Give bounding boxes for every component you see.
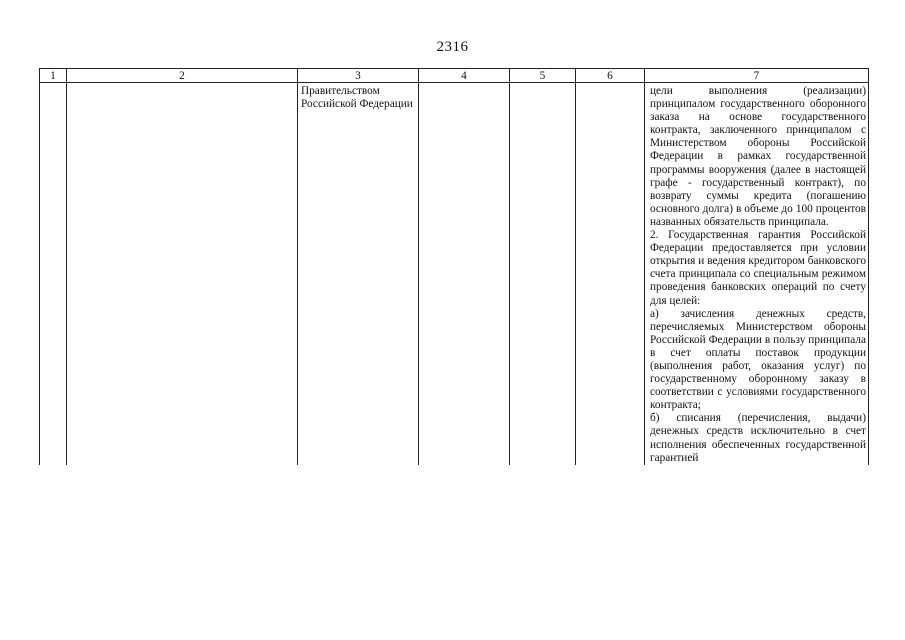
column-header-3: 3 <box>298 69 419 83</box>
cell-col-3 <box>298 83 419 465</box>
approver-text: Правительством Российской Федерации <box>301 85 413 111</box>
column-header-7: 7 <box>645 69 869 83</box>
paragraph-item-a: а) зачисления денежных средств, перечисляемых Министерством обороны Российской Федерации в пользу принципала в счет оплаты поставок продукции (выполнения работ, оказания услуг) по государственному оборонному заказу в соответствии с условиями государственного контракта; <box>650 307 866 412</box>
cell-col-1 <box>40 83 67 465</box>
cell-col-4 <box>419 83 510 465</box>
cell-col-2 <box>67 83 298 465</box>
paragraph-item-2: 2. Государственная гарантия Российской Федерации предоставляется при условии открытия и ведения кредитором банковского счета принципала со специальным режимом проведения банковских операций по счету для целей: <box>650 229 866 307</box>
document-table-container <box>39 68 868 465</box>
page-number: 2316 <box>436 39 469 55</box>
column-header-2: 2 <box>67 69 298 83</box>
document-table <box>39 68 869 465</box>
cell-col-7 <box>645 83 869 465</box>
cell-col-5 <box>510 83 576 465</box>
column-header-4: 4 <box>419 69 510 83</box>
paragraph-item-b: б) списания (перечисления, выдачи) денежных средств исключительно в счет исполнения обеспеченных государственной гарантией <box>650 412 866 464</box>
column-header-6: 6 <box>576 69 645 83</box>
cell-col-6 <box>576 83 645 465</box>
column-header-5: 5 <box>510 69 576 83</box>
column-header-1: 1 <box>40 69 67 83</box>
table-row <box>40 83 869 465</box>
paragraph-purpose: цели выполнения (реализации) принципалом государственного оборонного заказа на основе государственного контракта, заключенного принципалом с Министерством обороны Российской Федерации в рамках государственной программы вооружения (далее в настоящей графе - государственный контракт), по возврату суммы кредита (погашению основного долга) в объеме до 100 процентов названных обязательств принципала. <box>650 85 866 228</box>
table-header-row <box>40 69 869 83</box>
